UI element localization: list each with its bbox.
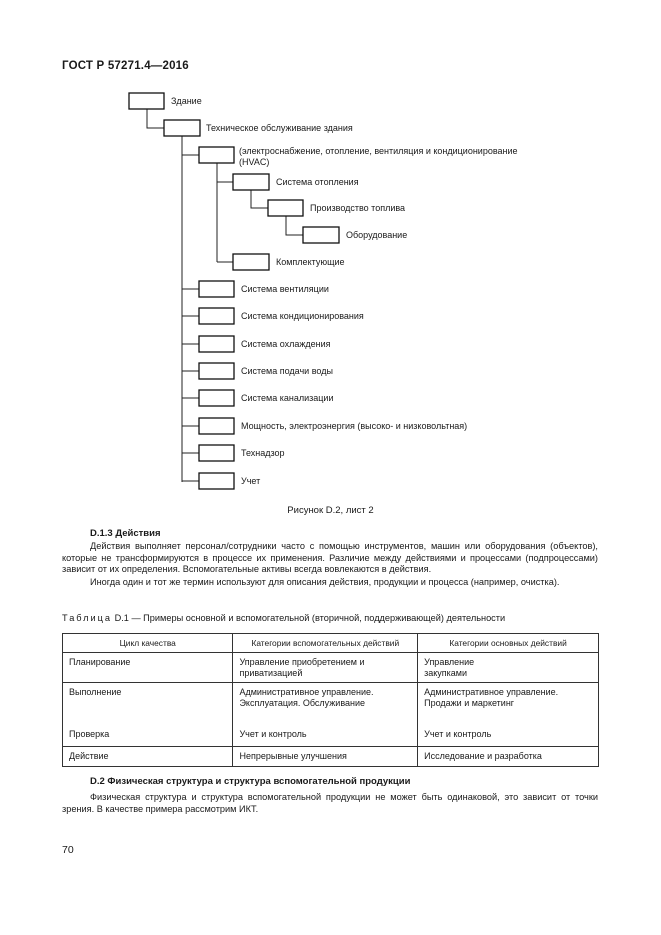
table-header-row: [63, 634, 599, 653]
node-box: [233, 254, 269, 270]
section-d13-text: [62, 541, 598, 588]
table-cell: Административное управление. Эксплуатация. Обслуживание: [233, 683, 418, 727]
connector: [286, 216, 303, 235]
table-row: [63, 653, 599, 683]
connector: [251, 190, 268, 208]
section-title-d13: D.1.3 Действия: [90, 528, 161, 539]
node-label: Система вентиляции: [241, 284, 329, 294]
node-label: Система канализации: [241, 393, 334, 403]
table-caption-text: D.1 — Примеры основной и вспомогательной (вторичной, поддерживающей) деятельности: [114, 613, 506, 623]
node-box: [199, 473, 234, 489]
table-row: [63, 747, 599, 767]
table-cell: Учет и контроль: [233, 727, 418, 747]
table-cell: Выполнение: [63, 683, 233, 727]
node-box: [199, 445, 234, 461]
table-cell: Проверка: [63, 727, 233, 747]
table-cell: Планирование: [63, 653, 233, 683]
node-box: [268, 200, 303, 216]
node-box: [164, 120, 200, 136]
node-label: Мощность, электроэнергия (высоко- и низковольтная): [241, 421, 468, 431]
table-row: [63, 727, 599, 747]
table-cell: Непрерывные улучшения: [233, 747, 418, 767]
node-box: [199, 336, 234, 352]
node-label: Система охлаждения: [241, 339, 331, 349]
table-cell: Административное управление. Продажи и маркетинг: [418, 683, 599, 727]
node-label: Комплектующие: [276, 257, 345, 267]
node-box: [199, 390, 234, 406]
column-header: Категории вспомогательных действий: [233, 634, 418, 653]
node-box: [199, 308, 234, 324]
node-box: [233, 174, 269, 190]
paragraph: Иногда один и тот же термин используют для описания действия, продукции и процесса (например, очистка).: [90, 576, 560, 587]
table-caption: [62, 613, 505, 623]
table-cell: Управление закупками: [418, 653, 599, 683]
figure-caption: Рисунок D.2, лист 2: [287, 505, 374, 516]
section-title-d2: D.2 Физическая структура и структура вспомогательной продукции: [90, 776, 411, 787]
activities-table: [62, 633, 599, 767]
node-label-hvac: (HVAC): [239, 157, 270, 167]
node-box: [129, 93, 164, 109]
table-cell: Управление приобретением и приватизацией: [233, 653, 418, 683]
section-d2-text: [62, 792, 598, 815]
node-label: Система кондиционирования: [241, 311, 364, 321]
paragraph: Действия выполняет персонал/сотрудники часто с помощью инструментов, машин или оборудования (объектов), которые не трансформируются в процессе их применения. Различие между действиями и процессами (подпроцессами) зависит от их определения. Вспомогательные активы всегда вовлекаются в действия.: [62, 541, 598, 575]
node-label: Технадзор: [241, 448, 285, 458]
node-box: [199, 363, 234, 379]
table-cell: Исследование и разработка: [418, 747, 599, 767]
node-label: Производство топлива: [310, 203, 406, 213]
node-label: (электроснабжение, отопление, вентиляция и кондиционирование: [239, 146, 518, 156]
table-row: [63, 683, 599, 727]
column-header: Цикл качества: [63, 634, 233, 653]
table-caption-prefix: Таблица: [62, 613, 113, 623]
table-cell: Учет и контроль: [418, 727, 599, 747]
node-label: Система подачи воды: [241, 366, 333, 376]
node-label: Здание: [171, 96, 202, 106]
node-box: [199, 418, 234, 434]
table-cell: Действие: [63, 747, 233, 767]
paragraph: Физическая структура и структура вспомогательной продукции не может быть одинаковой, это зависит от точки зрения. В качестве примера рассмотрим ИКТ.: [62, 792, 598, 814]
node-label: Система отопления: [276, 177, 359, 187]
node-box: [303, 227, 339, 243]
node-label: Оборудование: [346, 230, 408, 240]
node-box: [199, 147, 234, 163]
node-label: Техническое обслуживание здания: [206, 123, 353, 133]
connector: [147, 109, 164, 128]
node-label: Учет: [241, 476, 261, 486]
page-number: 70: [62, 844, 74, 856]
node-box: [199, 281, 234, 297]
document-header: ГОСТ Р 57271.4—2016: [62, 60, 189, 72]
column-header: Категории основных действий: [418, 634, 599, 653]
